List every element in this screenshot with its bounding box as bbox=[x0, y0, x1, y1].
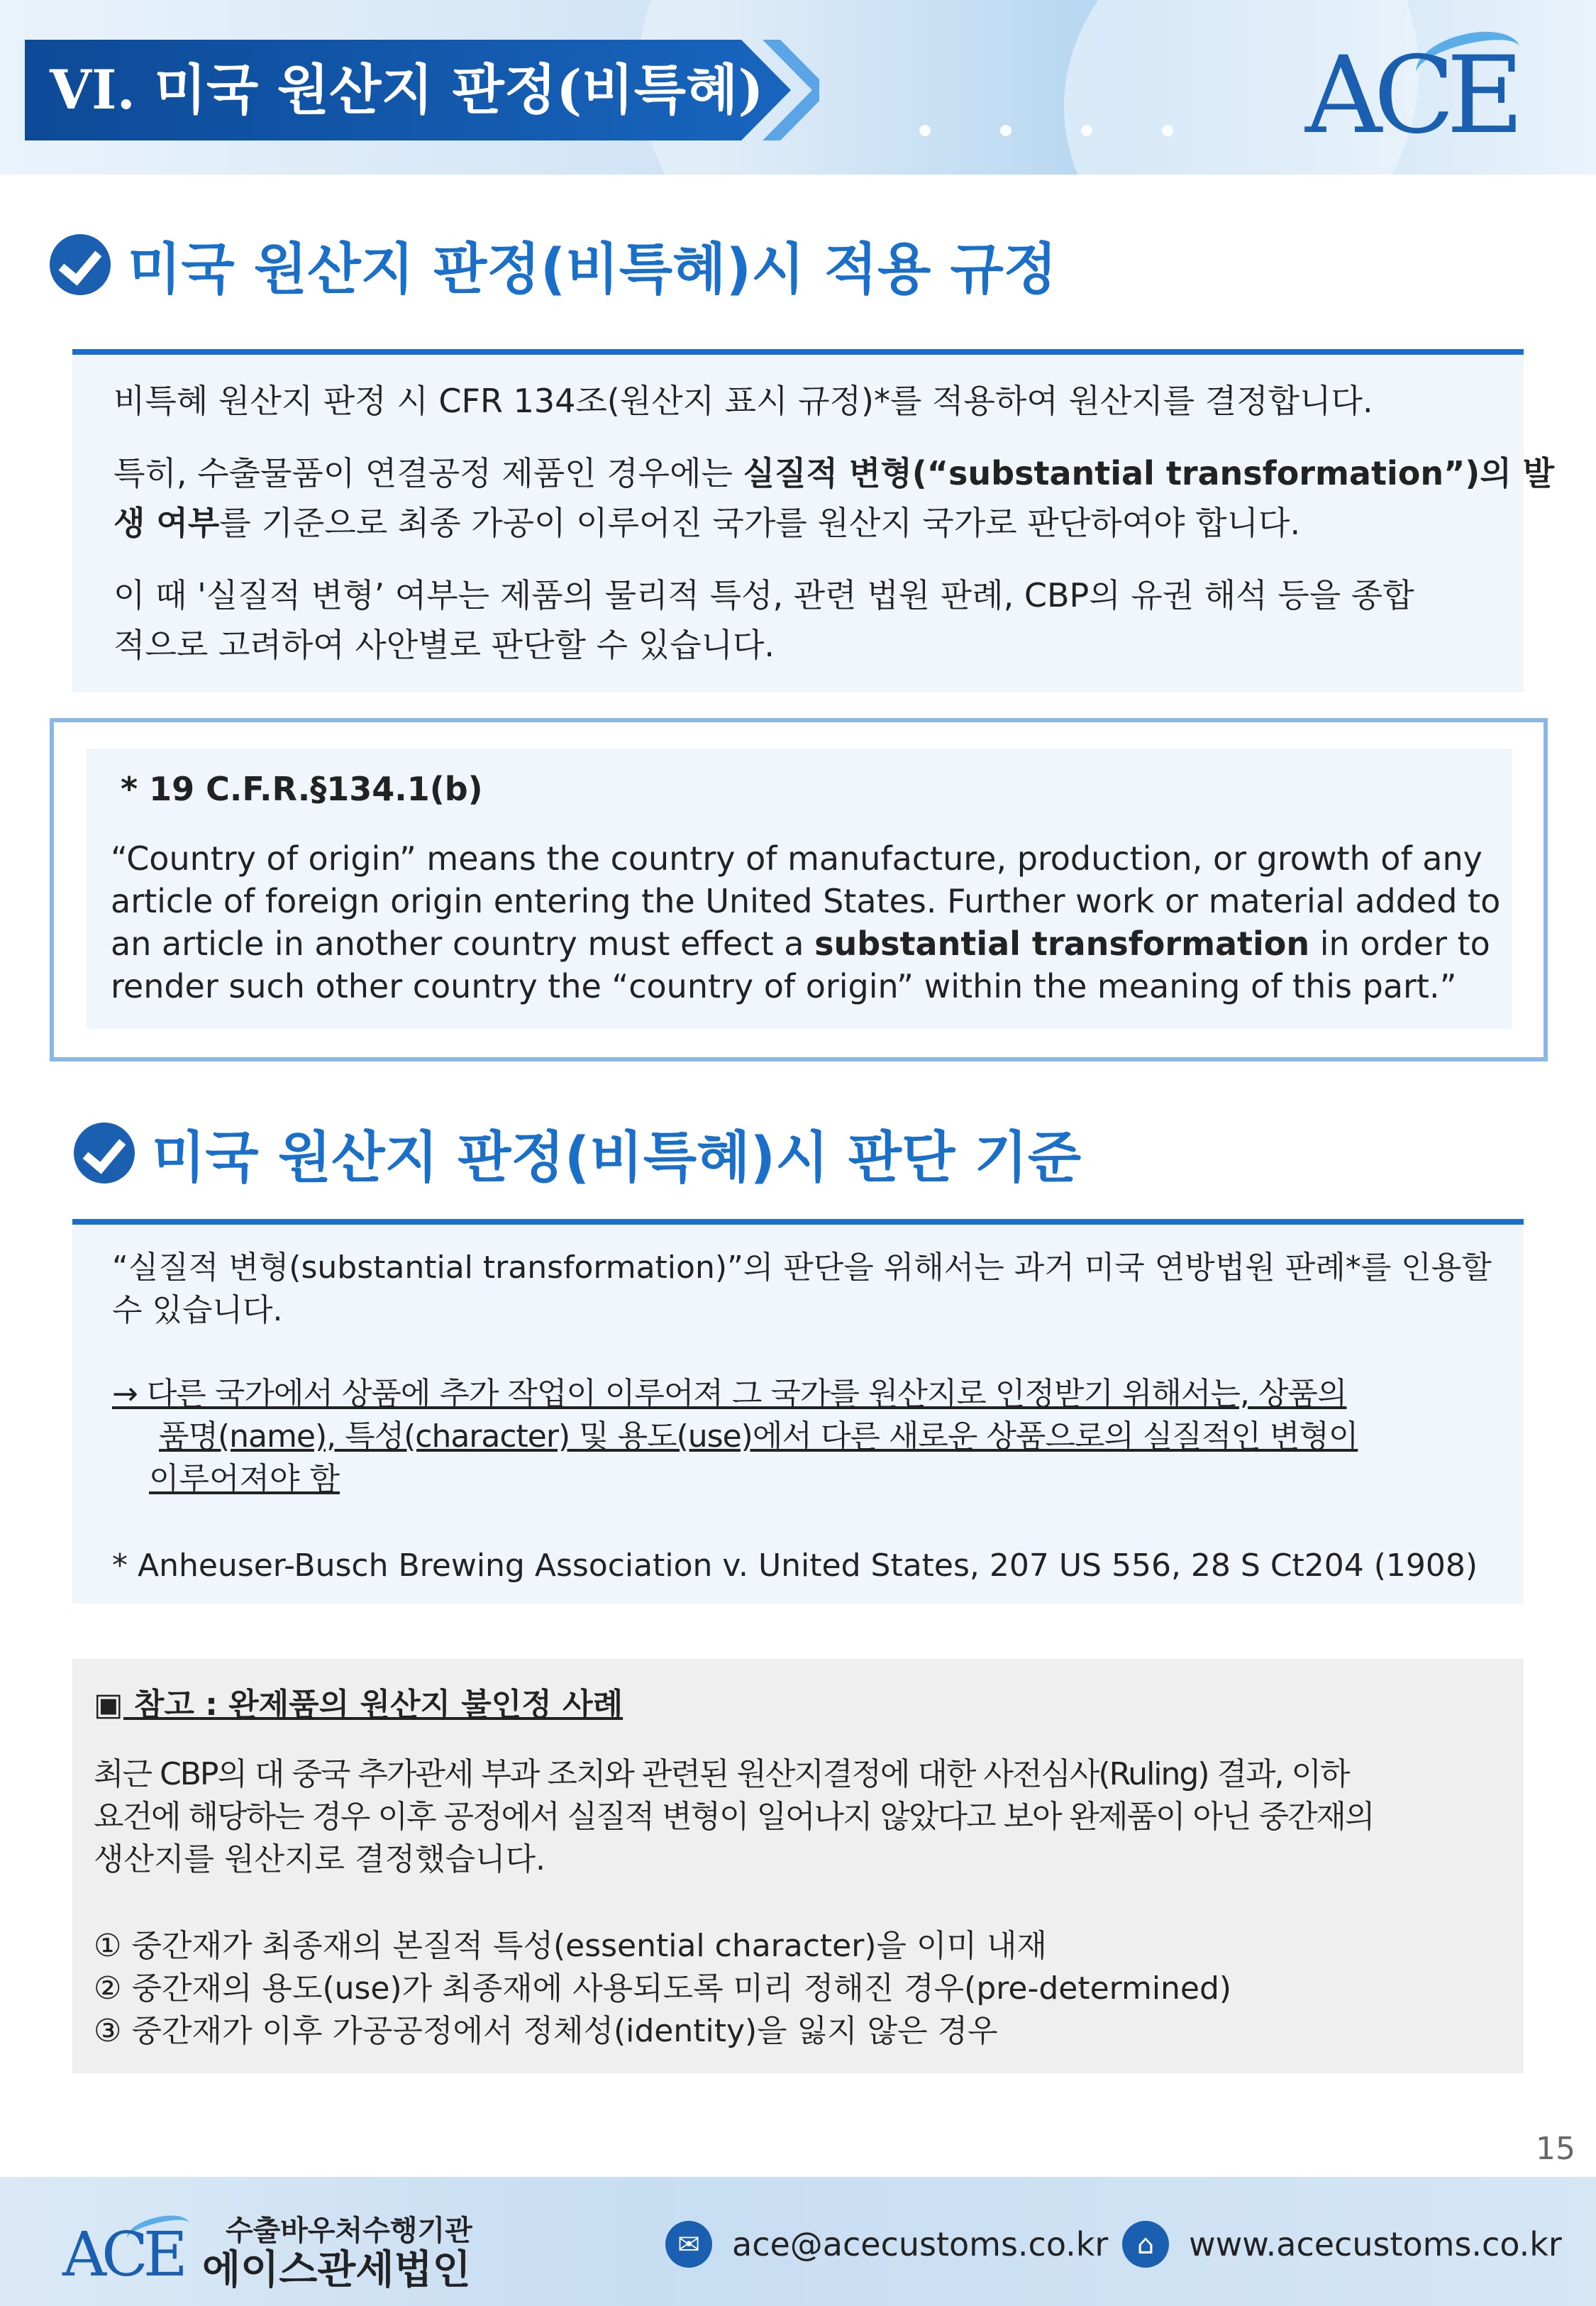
header-dots bbox=[919, 125, 1243, 139]
criteria-line: 품명(name), 특성(character) 및 용도(use)에서 다른 새로운 상품으로의 실질적인 변형이 bbox=[159, 1418, 1358, 1455]
note-list-item: ① 중간재가 최종재의 본질적 특성(essential character)을 이미 내재 bbox=[94, 1928, 1047, 1964]
section1-para3-line1: 이 때 '실질적 변형’ 여부는 제품의 물리적 특성, 관련 법원 판례, CBP의 유권 해석 등을 종합 bbox=[113, 576, 1414, 614]
case-footnote: * Anheuser-Busch Brewing Association v. United States, 207 US 556, 28 S Ct204 (1908) bbox=[112, 1548, 1478, 1584]
note-list-item: ② 중간재의 용도(use)가 최종재에 사용되도록 미리 정해진 경우(pre-determined) bbox=[94, 1970, 1232, 2007]
quote-line: render such other country the “country of origin” within the meaning of this part.” bbox=[111, 967, 1457, 1005]
footer-company-name: 에이스관세법인 bbox=[202, 2247, 471, 2293]
footer-subtitle: 수출바우처수행기관 bbox=[226, 2214, 472, 2247]
criteria-line: 이루어져야 함 bbox=[149, 1461, 340, 1497]
criteria-line: → 다른 국가에서 상품에 추가 작업이 이루어져 그 국가를 원산지로 인정받기 위해서는, 상품의 bbox=[112, 1376, 1347, 1412]
section-title: VI. 미국 원산지 판정(비특혜) bbox=[50, 58, 764, 121]
section1-para2-line1: 특히, 수출물품이 연결공정 제품인 경우에는 실질적 변형(“substantial transformation”)의 발 bbox=[113, 454, 1555, 492]
ace-logo: ACE bbox=[1305, 28, 1539, 142]
footer-email-link[interactable]: ace@acecustoms.co.kr bbox=[732, 2225, 1109, 2263]
footer-ace-logo: ACE bbox=[62, 2203, 204, 2288]
quote-citation: * 19 C.F.R.§134.1(b) bbox=[121, 770, 483, 808]
check-circle-icon bbox=[50, 234, 111, 295]
section1-para3-line2: 적으로 고려하여 사안별로 판단할 수 있습니다. bbox=[113, 626, 775, 664]
section2-para1-line1: “실질적 변형(substantial transformation)”의 판단을 위해서는 과거 미국 연방법원 판례*를 인용할 bbox=[112, 1249, 1492, 1286]
check-circle-icon bbox=[74, 1122, 135, 1184]
note-body-line: 최근 CBP의 대 중국 추가관세 부과 조치와 관련된 원산지결정에 대한 사전심사(Ruling) 결과, 이하 bbox=[94, 1756, 1349, 1792]
note-body-line: 요건에 해당하는 경우 이후 공정에서 실질적 변형이 일어나지 않았다고 보아 완제품이 아닌 중간재의 bbox=[94, 1799, 1374, 1835]
note-body-line: 생산지를 원산지로 결정했습니다. bbox=[94, 1841, 546, 1877]
home-icon: ⌂ bbox=[1122, 2221, 1169, 2268]
section1-heading: 미국 원산지 판정(비특혜)시 적용 규정 bbox=[50, 226, 1057, 304]
quote-line: an article in another country must effect a substantial transformation in order to bbox=[111, 925, 1490, 963]
note-title: ▣ 참고 : 완제품의 원산지 불인정 사례 bbox=[94, 1687, 624, 1723]
quote-line: article of foreign origin entering the United States. Further work or material added to bbox=[111, 882, 1501, 920]
page-number: 15 bbox=[1536, 2131, 1575, 2167]
note-list-item: ③ 중간재가 이후 가공공정에서 정체성(identity)을 잃지 않은 경우 bbox=[94, 2013, 998, 2049]
section1-para1: 비특혜 원산지 판정 시 CFR 134조(원산지 표시 규정)*를 적용하여 원산지를 결정합니다. bbox=[113, 382, 1373, 420]
section2-heading: 미국 원산지 판정(비특혜)시 판단 기준 bbox=[74, 1114, 1081, 1192]
section1-para2-line2: 생 여부를 기준으로 최종 가공이 이루어진 국가를 원산지 국가로 판단하여야 합니다. bbox=[113, 504, 1301, 542]
section2-para1-line2: 수 있습니다. bbox=[112, 1292, 283, 1328]
quote-line: “Country of origin” means the country of manufacture, production, or growth of any bbox=[111, 839, 1483, 878]
footer-website-link[interactable]: www.acecustoms.co.kr bbox=[1189, 2225, 1562, 2263]
mail-icon: ✉ bbox=[665, 2221, 712, 2268]
